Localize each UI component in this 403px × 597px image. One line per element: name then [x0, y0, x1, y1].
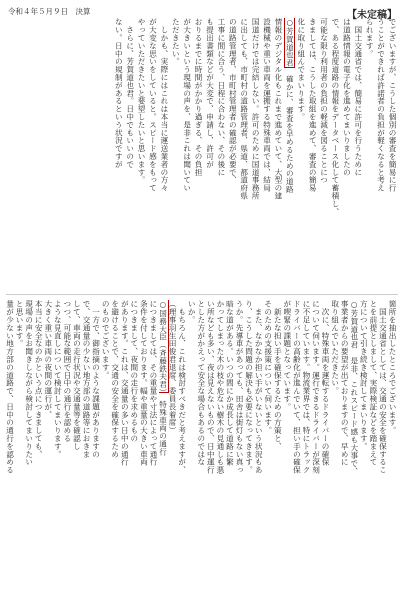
text-column: とを前提としまして、実際検証などを踏まえて	[369, 300, 378, 466]
text-column: について伺います。運行できるドライバーが深刻	[311, 300, 321, 474]
text-column: 暗な道がある。いつの間にか成長して道路に繁	[225, 300, 235, 466]
text-column: ○国務大臣（斉藤鉄夫君） 特殊車両の通行	[158, 300, 168, 456]
text-column: かってしまった木の枝や危ない樹木の見通しも悪	[216, 300, 225, 474]
session-date: 令和４年５月９日 決算	[8, 7, 91, 16]
text-column: につきまして、夜間の走行を求めるもの	[130, 300, 139, 443]
text-column: 大きく重い車両の夜間の運行が、	[44, 300, 53, 419]
text-column: 方について引き続き検討してまいります。	[359, 300, 369, 451]
text-column: そのための支援策について伺います。	[264, 300, 273, 435]
text-column: でございますが、こうした個別の審査を簡易に行	[388, 18, 397, 192]
text-column: つつ、可能な範囲で日中の通行を認める	[63, 300, 72, 443]
text-column: 次に、特殊車両を運転するドライバーの確保	[321, 300, 331, 466]
text-column: うか。先導車があっても、田舎は街灯もない真っ	[235, 300, 244, 474]
text-column: もちろん、これは検討すべきだと考えますが、	[178, 300, 187, 474]
text-column: 国土交通省としては、交通の安全を確保するこ	[378, 300, 388, 474]
text-column: 量が少ない地方部の道路で、日中の通行を認める	[6, 300, 15, 474]
text-column: ○芳賀道也君 是非、これスピード感も大事で、	[350, 300, 359, 476]
text-column: 箇所を抽出したところでございます。	[388, 300, 397, 435]
text-column: ような見直しについて検討してまいります。	[53, 300, 63, 458]
text-column: ただきたい。	[171, 18, 181, 66]
text-column: で、ある程度道路の情報をデータベース化して蓄積し、	[330, 18, 340, 216]
text-column: が喫緊の課題となっています。	[283, 300, 292, 411]
text-column: うことができれば許諾者の負担が軽くなると考え	[376, 18, 386, 192]
text-column: きましては、こうした取組を進めて、審査の簡易	[308, 18, 318, 192]
text-column: ない。日中の規制があるという状況ですが	[114, 18, 124, 169]
text-column: 条件を付しております。幅や重量の大きい車両	[139, 300, 149, 466]
text-column: があります。これは、交通量の多い日中の通行	[120, 300, 130, 466]
text-column: 情報のデジタル化もこれまで進めていて、大型の建	[273, 18, 283, 200]
text-column: 工事に間に合う、日程に合わない、その後に	[216, 18, 226, 176]
text-column: ○芳賀道也君 確かに、審査を早めるための道路	[285, 18, 295, 194]
text-column: また、なかなか担い手がいないという状況もあ	[254, 300, 264, 474]
text-column: で、交通量の少ない地方部の道路等におきま	[82, 300, 91, 458]
text-column: やっていただきたいと要望したいと思います。	[137, 18, 147, 184]
text-column: おりるまでに時間がかかり過ぎる、その負担	[194, 18, 204, 176]
text-column: 本当に安全なのかという点につきましても、	[34, 300, 44, 458]
text-column: ドライバーの高齢化が進んでいて、担い手の確保	[292, 300, 302, 474]
text-column: に不足しています。物流業界では、特にトラック	[302, 300, 311, 474]
text-column: に出しても、市町村の道路管理者、県道、都道府県	[239, 18, 249, 200]
text-column: も提出書類などが大変で、申請し、許可が	[205, 18, 215, 169]
text-column: 取り組んでいただきたい。	[331, 300, 340, 395]
text-column: のものでございます。	[101, 300, 111, 379]
text-column: を避けることで、交通の安全を確保するため	[111, 300, 120, 458]
text-column: 現場の声をお聞きしながら検討してまいりたい	[25, 300, 34, 466]
text-column: さらに、芳賀道也君。日中でもいいので	[125, 18, 135, 169]
text-column: しかも、実際にはこれは本当に運送業者の方々	[159, 18, 169, 192]
upper-text-block	[6, 18, 398, 290]
speaker-highlight: ○芳賀道也君	[285, 18, 295, 67]
text-column: が大変な思いをしていると。スピード感をもって	[148, 18, 158, 192]
text-column: 一方で、御指摘のような課題がありますの	[92, 300, 101, 458]
draft-status-label: 【未定稿】	[347, 10, 397, 21]
text-column: 化に取り組んでまいります。	[296, 18, 306, 121]
upper-columns	[6, 18, 398, 290]
text-column: いか。	[187, 300, 197, 324]
text-column: 設機械や重い車両を運搬する特殊車両では、結局	[262, 18, 272, 192]
text-column: と思います。	[15, 300, 25, 348]
text-column: り、こうした問題の解決も必要になってきます。	[245, 300, 254, 474]
lower-text-block	[6, 300, 398, 592]
text-column: （理事羽生田俊君退席、委員長着席）	[168, 300, 178, 435]
text-column: られます。	[365, 18, 375, 58]
lower-columns	[6, 300, 398, 592]
text-column: 国道だけでは完結しない。許可のために国道事務所	[251, 18, 261, 200]
text-column: の道路管理者、市町村管理者の確認が必要で、	[228, 18, 238, 184]
text-column: 新たな担い手を確保するための方策と、	[273, 300, 283, 451]
text-column: 可能な限り利用者の負担の軽減を図ることにつ	[319, 18, 329, 184]
speaker-highlight: ○国務大臣（斉藤鉄夫君）	[158, 300, 168, 393]
text-column: 国土交通省では、簡易に許可を行うために	[353, 18, 363, 176]
text-column: が大きいという現場の声を、是非これは聞いてい	[182, 18, 192, 192]
text-column: 事業者からの要望が出ておりますので、早めに	[340, 300, 350, 466]
tier-divider	[6, 294, 398, 295]
text-column: につきましては、その重量や寸法によって通行	[149, 300, 158, 466]
text-column: は道路情報の電子化を進めてまいりましたの	[342, 18, 352, 176]
text-column: とした方がかえって安全な場合もあるのではな	[197, 300, 206, 466]
text-column: い所なども多い、夜は見えないもので、日中運行	[206, 300, 216, 474]
text-column: して、車両の走行状況や交通量等を確認し	[72, 300, 82, 451]
